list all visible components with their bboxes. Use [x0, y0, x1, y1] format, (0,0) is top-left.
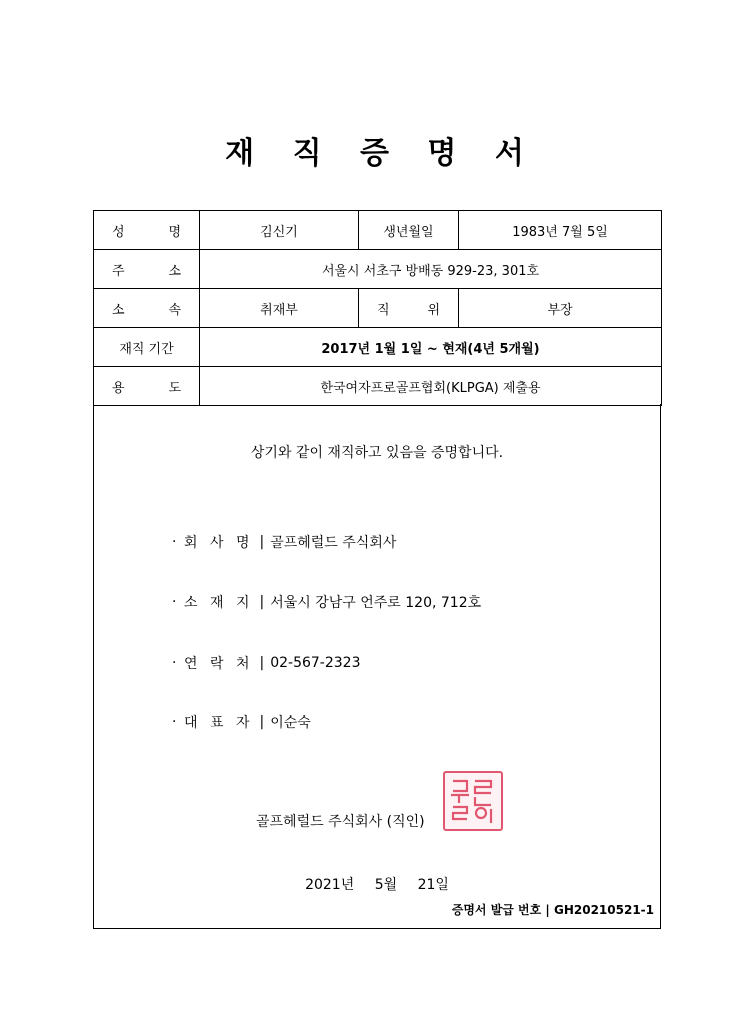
address-label-2: 소	[168, 263, 181, 279]
dept-label: 소	[112, 302, 125, 318]
certificate-body	[93, 404, 661, 929]
period-label: 재직 기간	[94, 328, 200, 367]
purpose-label: 용	[112, 380, 125, 396]
table-row	[94, 328, 662, 367]
dept-label-2: 속	[168, 302, 181, 318]
table-row	[94, 250, 662, 289]
position-label-cell	[359, 289, 459, 328]
name-label-cell	[94, 211, 200, 250]
separator: |	[259, 714, 265, 730]
name-label: 성	[112, 224, 125, 240]
company-name-value: 골프헤럴드 주식회사	[270, 535, 397, 551]
seal-icon	[445, 773, 501, 829]
date-month: 5월	[374, 877, 398, 893]
company-location-value: 서울시 강남구 언주로 120, 712호	[270, 595, 482, 611]
position-label-2: 위	[427, 302, 440, 318]
company-ceo-row	[172, 712, 311, 732]
bullet: ·	[172, 594, 177, 610]
company-contact-value: 02-567-2323	[270, 655, 361, 671]
purpose-label-2: 도	[168, 380, 181, 396]
table-row	[94, 289, 662, 328]
date-day: 21일	[417, 877, 449, 893]
name-value: 김신기	[200, 211, 359, 250]
document-title: 재 직 증 명 서	[225, 136, 538, 171]
table-row	[94, 367, 662, 406]
separator: |	[259, 594, 265, 610]
bullet: ·	[172, 655, 177, 671]
name-label-2: 명	[168, 224, 181, 240]
period-value: 2017년 1월 1일 ~ 현재(4년 5개월)	[200, 328, 662, 367]
company-contact-key: 연 락 처	[184, 656, 254, 672]
company-name-key: 회 사 명	[184, 535, 254, 551]
company-contact-row	[172, 653, 360, 673]
position-label: 직	[377, 302, 390, 318]
employee-info-table	[93, 210, 662, 406]
purpose-label-cell	[94, 367, 200, 406]
position-value: 부장	[459, 289, 662, 328]
date-year: 2021년	[305, 877, 355, 893]
birth-label: 생년월일	[359, 211, 459, 250]
purpose-value: 한국여자프로골프협회(KLPGA) 제출용	[200, 367, 662, 406]
birth-value: 1983년 7월 5일	[459, 211, 662, 250]
address-label: 주	[112, 263, 125, 279]
dept-label-cell	[94, 289, 200, 328]
bullet: ·	[172, 534, 177, 550]
company-ceo-value: 이순숙	[270, 715, 311, 731]
issue-number: 증명서 발급 번호 | GH20210521-1	[451, 903, 654, 917]
company-ceo-key: 대 표 자	[184, 715, 254, 731]
company-name-row	[172, 532, 396, 552]
dept-value: 취재부	[200, 289, 359, 328]
address-value: 서울시 서초구 방배동 929-23, 301호	[200, 250, 662, 289]
separator: |	[259, 534, 265, 550]
certification-statement: 상기와 같이 재직하고 있음을 증명합니다.	[250, 445, 504, 461]
table-row	[94, 211, 662, 250]
company-seal-stamp	[443, 771, 503, 831]
company-signature: 골프헤럴드 주식회사 (직인)	[256, 814, 425, 830]
address-label-cell	[94, 250, 200, 289]
issue-date	[94, 874, 660, 894]
company-location-row	[172, 592, 481, 612]
bullet: ·	[172, 714, 177, 730]
company-location-key: 소 재 지	[184, 595, 254, 611]
separator: |	[259, 655, 265, 671]
